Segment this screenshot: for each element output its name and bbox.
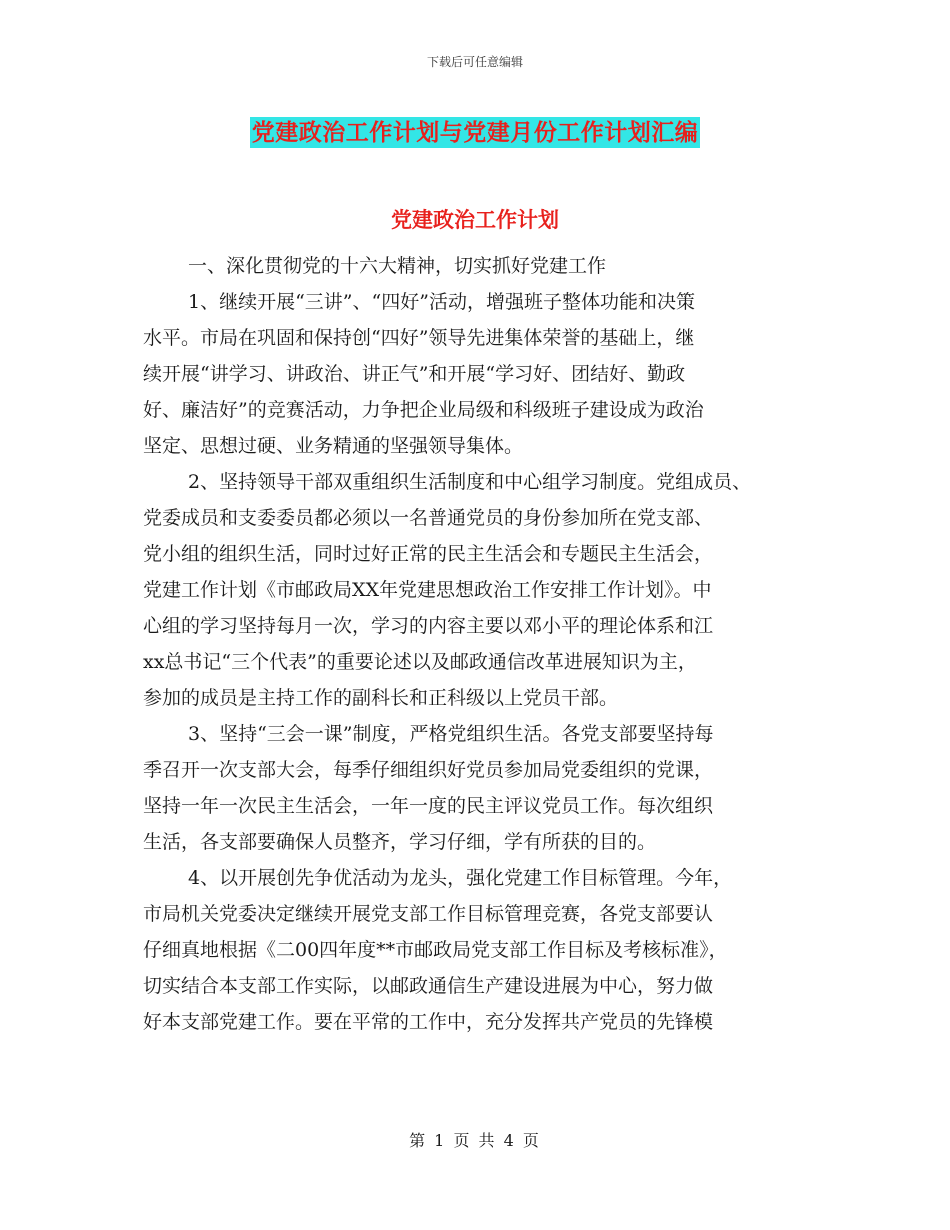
section-title: 党建政治工作计划: [391, 207, 559, 232]
text-line: 好、廉洁好”的竞赛活动，力争把企业局级和科级班子建设成为政治: [143, 399, 704, 421]
text-line: 仔细真地根据《二00四年度**市邮政局党支部工作目标及考核标准》，: [143, 939, 728, 961]
text-line: 生活，各支部要确保人员整齐，学习仔细，学有所获的目的。: [143, 831, 657, 853]
text-line: xx总书记“三个代表”的重要论述以及邮政通信改革进展知识为主，: [143, 651, 697, 673]
text-line: 市局机关党委决定继续开展党支部工作目标管理竞赛，各党支部要认: [143, 903, 714, 925]
text-line: 党委成员和支委委员都必须以一名普通党员的身份参加所在党支部、: [143, 507, 714, 529]
text-line: 2、坚持领导干部双重组织生活制度和中心组学习制度。党组成员、: [188, 471, 752, 493]
text-line: 切实结合本支部工作实际，以邮政通信生产建设进展为中心，努力做: [143, 975, 714, 997]
text-line: 1、继续开展“三讲”、“四好”活动，增强班子整体功能和决策: [188, 291, 695, 313]
text-line: 4、以开展创先争优活动为龙头，强化党建工作目标管理。今年，: [188, 867, 733, 889]
page-footer: 第 1 页 共 4 页: [409, 1131, 541, 1150]
text-line: 一、深化贯彻党的十六大精神，切实抓好党建工作: [188, 255, 607, 277]
document-title: [0, 114, 950, 147]
text-line: 3、坚持“三会一课”制度，严格党组织生活。各党支部要坚持每: [188, 723, 714, 745]
header-note: 下载后可任意编辑: [426, 55, 523, 69]
text-line: 党小组的组织生活，同时过好正常的民主生活会和专题民主生活会，: [143, 543, 714, 565]
document-title-text: 党建政治工作计划与党建月份工作计划汇编: [251, 119, 699, 146]
text-line: 续开展“讲学习、讲政治、讲正气”和开展“学习好、团结好、勤政: [143, 363, 686, 385]
text-line: 党建工作计划《市邮政局XX年党建思想政治工作安排工作计划》。中: [143, 579, 712, 601]
text-line: 水平。市局在巩固和保持创“四好”领导先进集体荣誉的基础上，继: [143, 327, 695, 349]
text-line: 参加的成员是主持工作的副科长和正科级以上党员干部。: [143, 687, 619, 709]
text-line: 坚定、思想过硬、业务精通的坚强领导集体。: [143, 435, 524, 457]
text-line: 季召开一次支部大会，每季仔细组织好党员参加局党委组织的党课，: [143, 759, 714, 781]
text-line: 好本支部党建工作。要在平常的工作中，充分发挥共产党员的先锋模: [143, 1011, 714, 1033]
text-line: 心组的学习坚持每月一次，学习的内容主要以邓小平的理论体系和江: [143, 615, 714, 637]
text-line: 坚持一年一次民主生活会，一年一度的民主评议党员工作。每次组织: [143, 795, 714, 817]
